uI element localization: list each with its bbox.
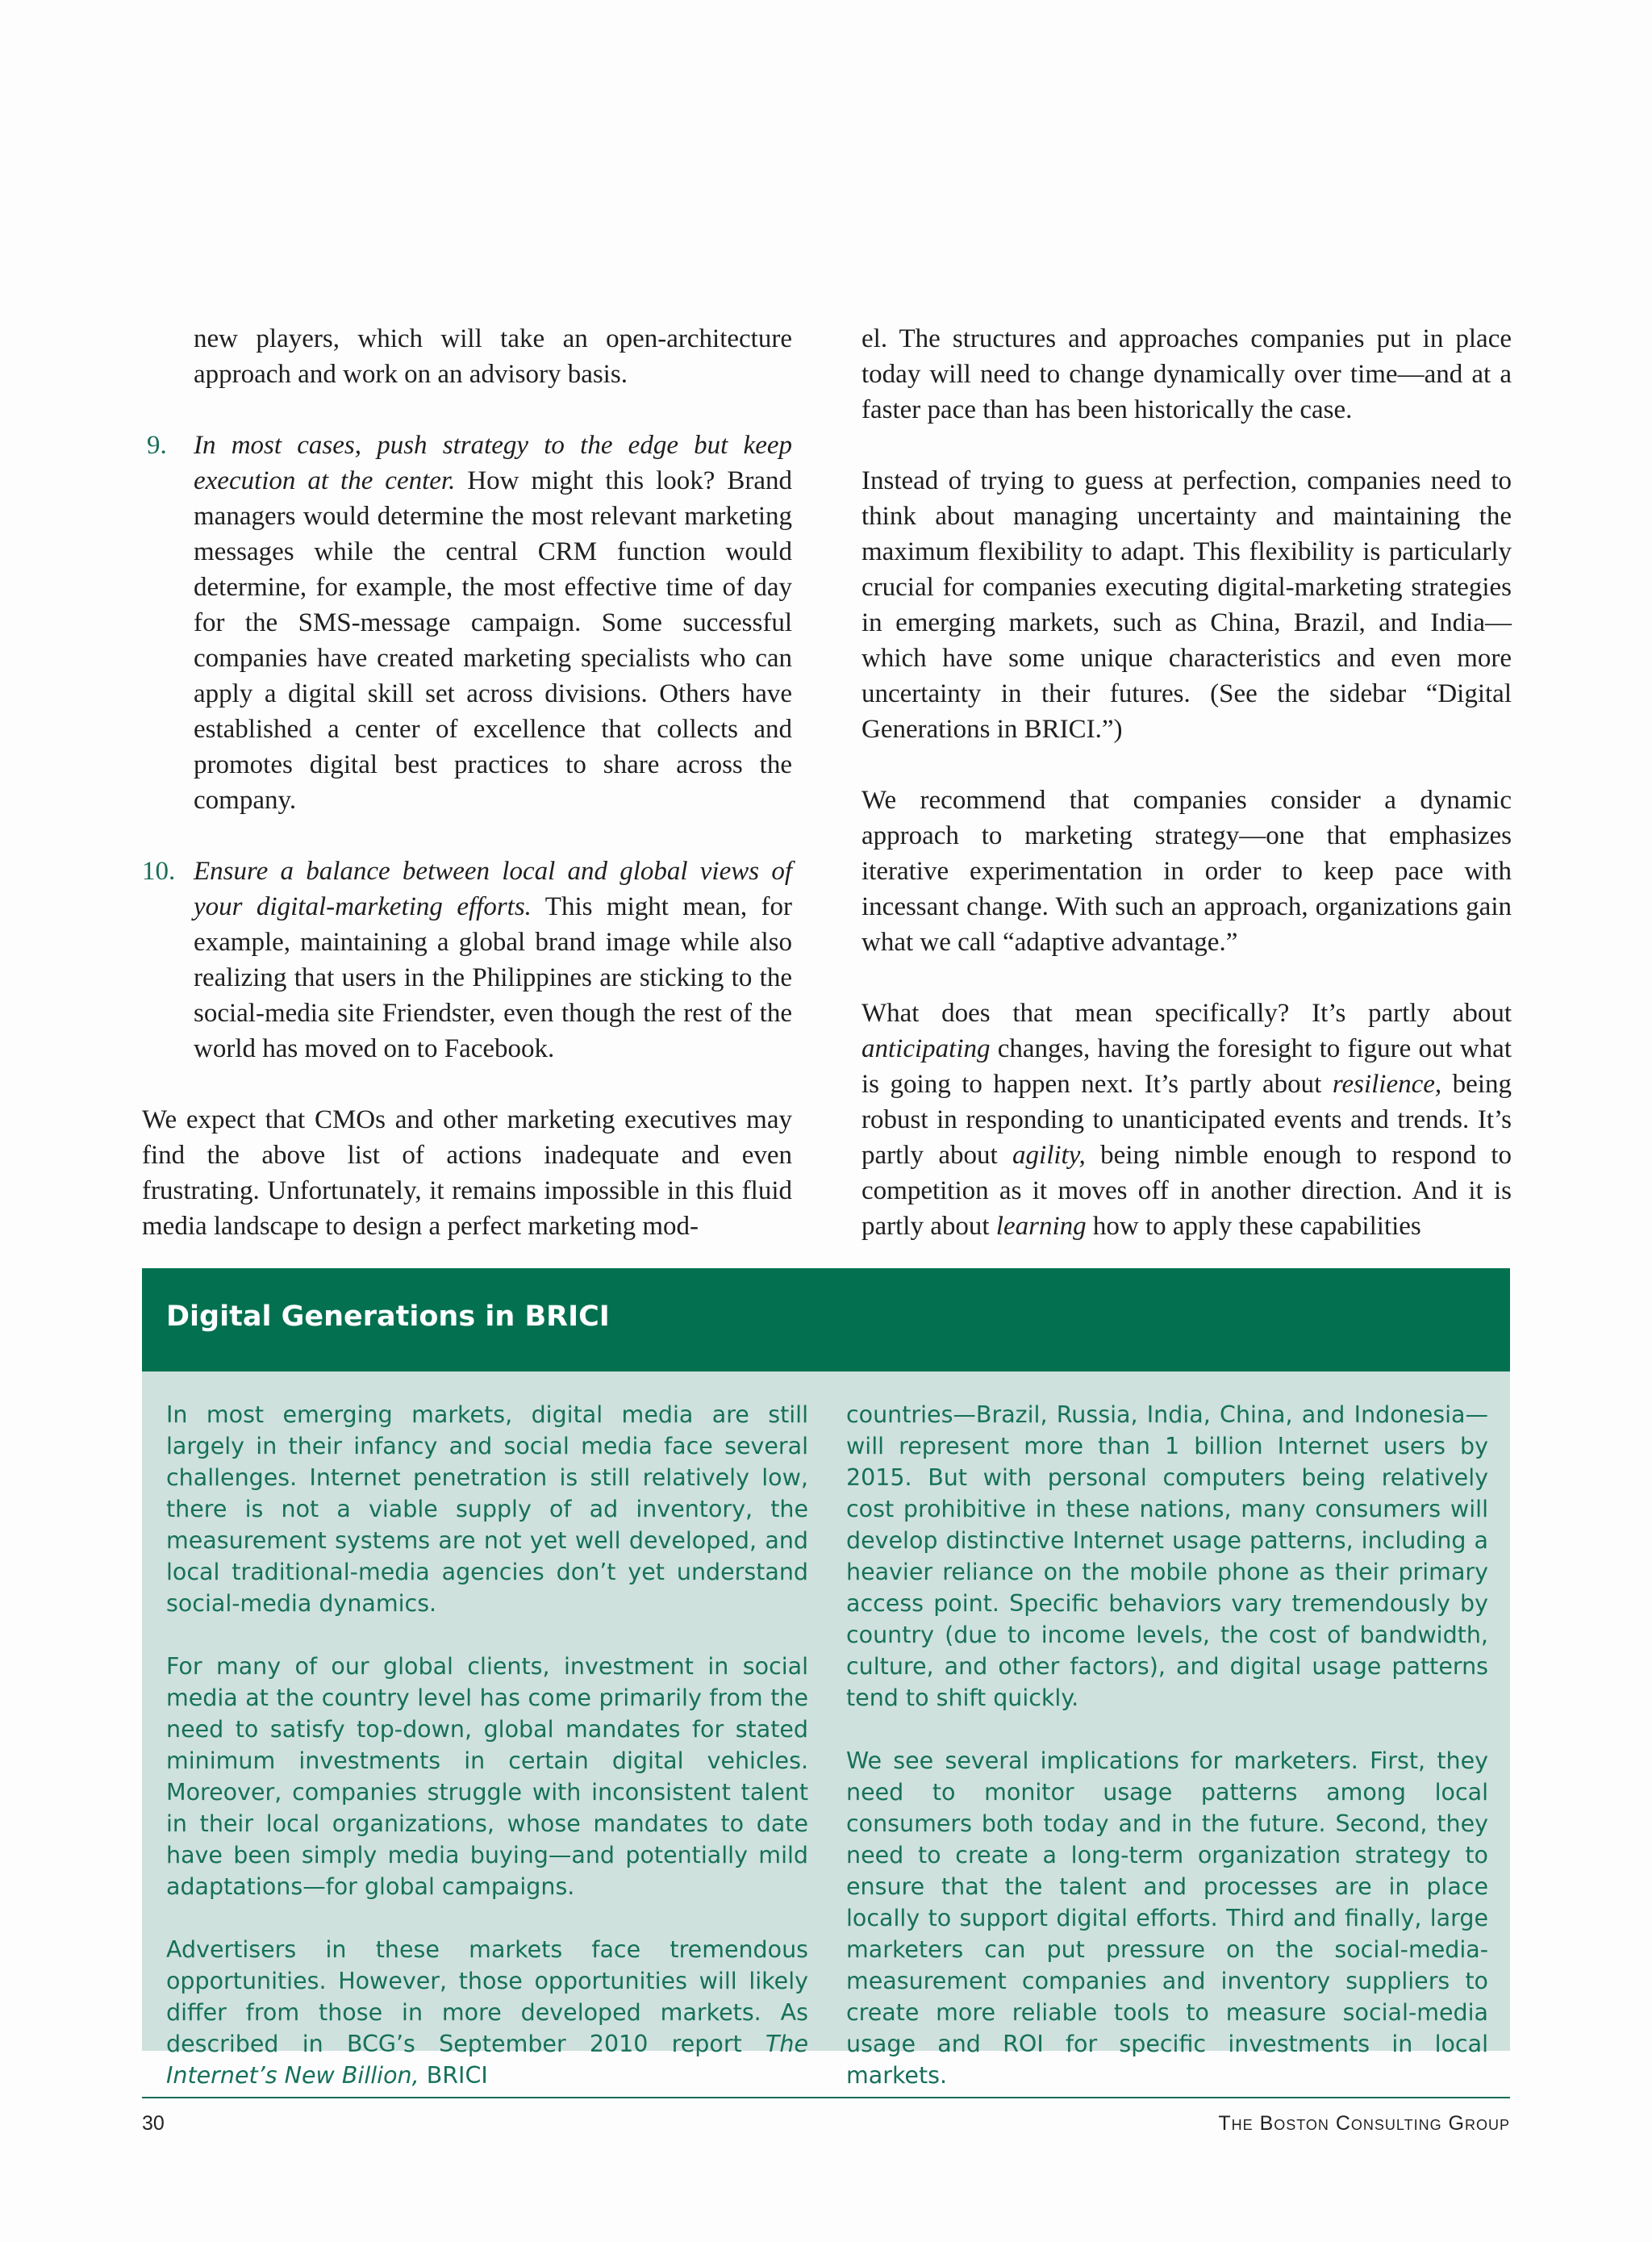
emphasis-resilience: resilience, — [1332, 1070, 1442, 1099]
text-run: how to apply these capabilities — [1086, 1212, 1421, 1241]
list-item-text: This might mean, for example, maintaining a global brand image while also realizing that users in the Philippines are sticking to the social-media site Friendster, even though the rest of the world has moved on to Facebook. — [194, 892, 792, 1063]
emphasis-anticipating: anticipating — [861, 1034, 991, 1063]
text-run: changes, having the foresight to figure out what is going to happen next. It’s partly about — [861, 1034, 1512, 1099]
text-run: being robust in responding to unanticipated events and trends. It’s partly about — [861, 1070, 1512, 1170]
continuation-paragraph: new players, which will take an open-architecture approach and work on an advisory basis. — [194, 324, 792, 389]
left-column — [142, 321, 792, 1244]
list-item-9 — [142, 428, 792, 818]
list-number: 9. — [147, 431, 167, 460]
sidebar-box — [142, 1268, 1510, 2089]
sidebar-header — [142, 1268, 1510, 1372]
page-number: 30 — [142, 2112, 165, 2135]
sidebar-right-column — [846, 1399, 1488, 2091]
text-run: Advertisers in these markets face tremendous opportunities. However, those opportunities will likely differ from those in more developed markets. As described in BCG’s September 2010 report — [166, 1936, 808, 2057]
text-run: What does that mean specifically? It’s partly about — [861, 999, 1512, 1028]
closing-paragraph: We expect that CMOs and other marketing executives may find the above list of actions inadequate and even frustrating. Unfortunately, it remains impossible in this fluid media landscape to design a perfect marketing mod- — [142, 1105, 792, 1241]
sidebar-paragraph: For many of our global clients, investment in social media at the country level has come primarily from the need to satisfy top-down, global mandates for stated minimum investments in certain digital vehicles. Moreover, companies struggle with inconsistent talent in their local organizations, whose mandates to date have been simply media buying—and potentially mild adaptations—for global campaigns. — [166, 1653, 808, 1900]
text-run: being nimble enough to respond to competition as it moves off in another direction. And it is partly about — [861, 1141, 1512, 1241]
emphasis-agility: agility, — [1012, 1141, 1086, 1170]
right-column — [861, 321, 1512, 1244]
list-number: 10. — [142, 857, 176, 886]
sidebar-left-column — [166, 1399, 808, 2091]
sidebar-title: Digital Generations in BRICI — [166, 1301, 610, 1333]
body-paragraph: We recommend that companies consider a dynamic approach to marketing strategy—one that emphasizes iterative experimentation in order to keep pace with incessant change. With such an approach, organizations gain what we call “adaptive advantage.” — [861, 786, 1512, 957]
footer-divider — [142, 2097, 1510, 2098]
text-run: BRICI — [419, 2062, 488, 2089]
sidebar-paragraph: countries—Brazil, Russia, India, China, and Indonesia—will represent more than 1 billion Internet users by 2015. But with personal computers being relatively cost prohibitive in these nations, many consumers will develop distinctive Internet usage patterns, including a heavier reliance on the mobile phone as their primary access point. Specific behaviors vary tremendously by country (due to income levels, the cost of bandwidth, culture, and other factors), and digital usage patterns tend to shift quickly. — [846, 1401, 1488, 1711]
body-paragraph — [861, 996, 1512, 1244]
sidebar-paragraph: In most emerging markets, digital media are still largely in their infancy and social media face several challenges. Internet penetration is still relatively low, there is not a viable supply of ad inventory, the measurement systems are not yet well developed, and local traditional-media agencies don’t yet understand social-media dynamics. — [166, 1401, 808, 1617]
body-paragraph: el. The structures and approaches companies put in place today will need to change dynamically over time—and at a faster pace than has been historically the case. — [861, 324, 1512, 424]
report-title: The Internet’s New Billion, — [166, 2031, 808, 2089]
body-paragraph: Instead of trying to guess at perfection, companies need to think about managing uncertainty and maintaining the maximum flexibility to adapt. This flexibility is particularly crucial for companies executing digital-marketing strategies in emerging markets, such as China, Brazil, and India—which have some unique characteristics and even more uncertainty in their futures. (See the sidebar “Digital Generations in BRICI.”) — [861, 466, 1512, 744]
list-item-10 — [142, 854, 792, 1067]
emphasis-learning: learning — [995, 1212, 1087, 1241]
publisher-name: The Boston Consulting Group — [1218, 2112, 1510, 2135]
list-item-text: How might this look? Brand managers would determine the most relevant marketing messages while the central CRM function would determine, for example, the most effective time of day for the SMS-message campaign. Some successful companies have created marketing specialists who can apply a digital skill set across divisions. Others have established a center of excellence that collects and promotes digital best practices to share across the company. — [194, 466, 793, 815]
list-item-lead: Ensure a balance between local and global views of your digital-marketing efforts. — [194, 857, 792, 921]
sidebar-paragraph — [166, 1934, 808, 2091]
sidebar-paragraph: We see several implications for marketers. First, they need to monitor usage patterns among local consumers both today and in the future. Second, they need to create a long-term organization strategy to ensure that the talent and processes are in place locally to support digital efforts. Third and finally, large marketers can put pressure on the social-media-measurement companies and inventory suppliers to create more reliable tools to measure social-media usage and ROI for specific investments in local markets. — [846, 1747, 1488, 2089]
list-item-lead: In most cases, push strategy to the edge but keep execution at the center. — [194, 431, 792, 495]
